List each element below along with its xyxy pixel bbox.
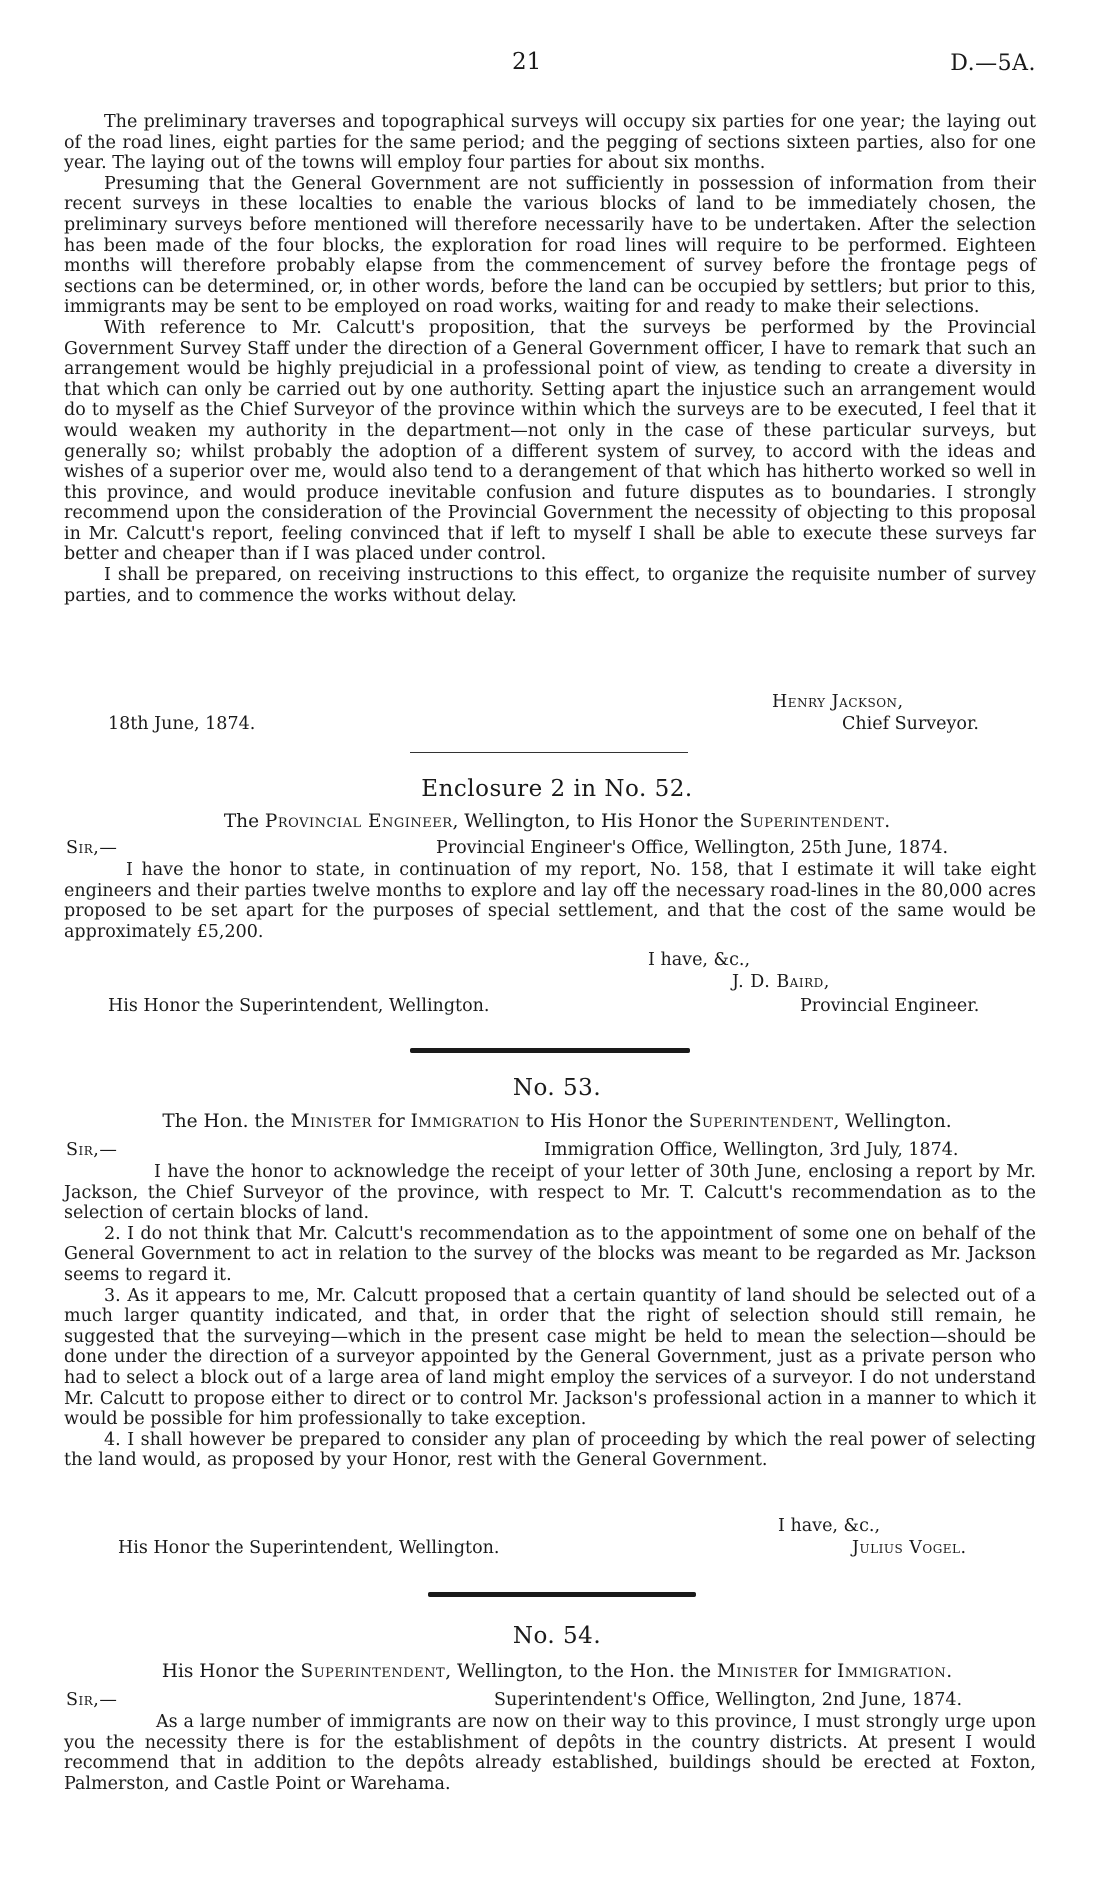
- office-line: Immigration Office, Wellington, 3rd July, 1874.: [544, 1140, 959, 1160]
- letter-body: [64, 1712, 1036, 1794]
- letter-heading: The Provincial Engineer, Wellington, to His Honor the Superintendent.: [223, 811, 891, 832]
- signature-name: Henry Jackson,: [772, 692, 904, 712]
- addressee: His Honor the Superintendent, Wellington.: [108, 996, 490, 1016]
- office-line: Superintendent's Office, Wellington, 2nd June, 1874.: [494, 1690, 963, 1710]
- section-title: No. 54.: [512, 1623, 602, 1649]
- letter-body: [64, 1162, 1036, 1471]
- paragraph: I shall be prepared, on receiving instructions to this effect, to organize the requisite number of survey parties, and to commence the works without delay.: [64, 565, 1036, 606]
- signature-title: Chief Surveyor.: [842, 714, 979, 734]
- paragraph: I have the honor to state, in continuation of my report, No. 158, that I estimate it will take eight engineers and their parties twelve months to explore and lay off the necessary road-lines in the 80,000 acres proposed to be set apart for the purposes of special settlement, and that the cost of the same would be approximately £5,200.: [64, 860, 1036, 942]
- signature-title: Provincial Engineer.: [800, 996, 980, 1016]
- section-title: No. 53.: [512, 1075, 602, 1101]
- letter-date: 18th June, 1874.: [108, 714, 256, 734]
- office-line: Provincial Engineer's Office, Wellington, 25th June, 1874.: [436, 838, 949, 858]
- paragraph: Presuming that the General Government are not sufficiently in possession of information from their recent surveys in these localties to enable the various blocks of land to be immediately chosen, the preliminary surveys before mentioned will therefore necessarily have to be undertaken. After the selection has been made of the four blocks, the exploration for road lines will require to be performed. Eighteen months will therefore probably elapse from the commencement of survey before the frontage pegs of sections can be determined, or, in other words, before the land can be occupied by settlers; but prior to this, immigrants may be sent to be employed on road works, waiting for and ready to make their selections.: [64, 173, 1036, 318]
- section-divider: [428, 1592, 696, 1597]
- salutation: Sir,—: [66, 1140, 118, 1160]
- paragraph: 4. I shall however be prepared to consider any plan of proceeding by which the real power of selecting the land would, as proposed by your Honor, rest with the General Government.: [64, 1429, 1036, 1471]
- letter-heading: The Hon. the Minister for Immigration to His Honor the Superintendent, Wellington.: [162, 1111, 952, 1132]
- signature-name: Julius Vogel.: [852, 1538, 967, 1558]
- closing: I have, &c.,: [648, 950, 751, 970]
- addressee: His Honor the Superintendent, Wellington.: [118, 1538, 500, 1558]
- paragraph: With reference to Mr. Calcutt's proposition, that the surveys be performed by the Provincial Government Survey Staff under the direction of a General Government officer, I have to remark that such an arrangement would be highly prejudicial in a professional point of view, as tending to create a diversity in that which can only be carried out by one authority. Setting apart the injustice such an arrangement would do to myself as the Chief Surveyor of the province within which the surveys are to be executed, I feel that it would weaken my authority in the department—not only in the case of these particular surveys, but generally so; whilst probably the adoption of a different system of survey, to accord with the ideas and wishes of a superior over me, would also tend to a derangement of that which has hitherto worked so well in this province, and would produce inevitable confusion and future disputes as to boundaries. I strongly recommend upon the consideration of the Provincial Government the necessity of objecting to this proposal in Mr. Calcutt's report, feeling convinced that if left to myself I shall be able to execute these surveys far better and cheaper than if I was placed under control.: [64, 317, 1036, 565]
- section-divider: [410, 1048, 690, 1053]
- page-number: 21: [512, 49, 542, 75]
- paragraph: As a large number of immigrants are now on their way to this province, I must strongly urge upon you the necessity there is for the establishment of depôts in the country districts. At present I would recommend that in addition to the depôts already established, buildings should be erected at Foxton, Palmerston, and Castle Point or Warehama.: [64, 1712, 1036, 1794]
- letter-heading: His Honor the Superintendent, Wellington, to the Hon. the Minister for Immigration.: [161, 1661, 953, 1682]
- letter-body: [64, 860, 1036, 942]
- signature-name: J. D. Baird,: [732, 972, 830, 992]
- section-divider: [410, 752, 688, 753]
- salutation: Sir,—: [66, 838, 118, 858]
- jackson-report-body: [64, 112, 1036, 606]
- section-title: Enclosure 2 in No. 52.: [421, 776, 693, 802]
- document-reference: D.—5A.: [950, 51, 1036, 76]
- paragraph: 3. As it appears to me, Mr. Calcutt proposed that a certain quantity of land should be selected out of a much larger quantity indicated, and that, in order that the right of selection should still remain, he suggested that the surveying—which in the present case might be held to mean the selection—should be done under the direction of a surveyor appointed by the General Government, just as a private person who had to select a block out of a large area of land might employ the services of a surveyor. I do not understand Mr. Calcutt to propose either to direct or to control Mr. Jackson's professional action in a manner to which it would be possible for him professionally to take exception.: [64, 1285, 1036, 1430]
- paragraph: I have the honor to acknowledge the receipt of your letter of 30th June, enclosing a report by Mr. Jackson, the Chief Surveyor of the province, with respect to Mr. T. Calcutt's recommendation as to the selection of certain blocks of land.: [64, 1162, 1036, 1224]
- paragraph: 2. I do not think that Mr. Calcutt's recommendation as to the appointment of some one on behalf of the General Government to act in relation to the survey of the blocks was meant to be regarded as Mr. Jackson seems to regard it.: [64, 1223, 1036, 1285]
- closing: I have, &c.,: [778, 1516, 881, 1536]
- salutation: Sir,—: [66, 1690, 118, 1710]
- paragraph: The preliminary traverses and topographical surveys will occupy six parties for one year; the laying out of the road lines, eight parties for the same period; and the pegging of sections sixteen parties, also for one year. The laying out of the towns will employ four parties for about six months.: [64, 112, 1036, 174]
